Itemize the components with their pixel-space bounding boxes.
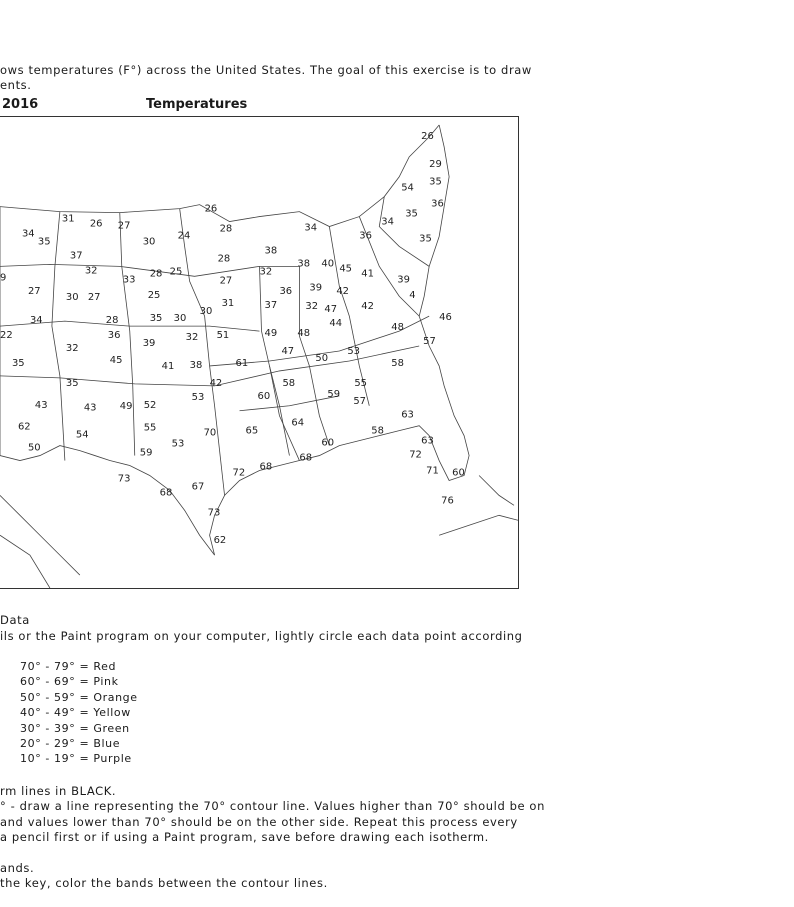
temp-value: 35 bbox=[429, 176, 442, 188]
temp-value: 38 bbox=[297, 258, 311, 270]
temp-value: 60 bbox=[321, 437, 335, 449]
temp-value: 50 bbox=[27, 442, 41, 454]
temp-value: 73 bbox=[207, 507, 221, 519]
color-key bbox=[20, 660, 138, 768]
key-row: 50° - 59° = Orange bbox=[20, 690, 138, 704]
temp-value: 71 bbox=[426, 465, 439, 477]
temp-value: 32 bbox=[185, 332, 199, 344]
temp-value: 27 bbox=[117, 220, 131, 232]
temp-value: 76 bbox=[441, 495, 454, 507]
temp-value: 47 bbox=[324, 304, 338, 316]
temp-value: 54 bbox=[75, 429, 89, 441]
temp-value: 30 bbox=[199, 306, 213, 318]
temp-value: 22 bbox=[0, 330, 13, 342]
temp-value: 35 bbox=[149, 313, 163, 325]
temp-value: 42 bbox=[361, 301, 374, 313]
temp-value: 63 bbox=[421, 435, 434, 447]
temp-value: 25 bbox=[147, 290, 161, 302]
temp-value: 48 bbox=[391, 322, 404, 334]
temp-value: 44 bbox=[329, 318, 343, 330]
temp-value: 65 bbox=[245, 425, 259, 437]
temperature-values bbox=[0, 131, 465, 546]
temp-value: 36 bbox=[107, 330, 121, 342]
section3-line-3: and values lower than 70° should be on the other side. Repeat this process every bbox=[0, 815, 518, 829]
temp-value: 45 bbox=[339, 263, 353, 275]
temp-value: 43 bbox=[83, 402, 97, 414]
temp-value: 41 bbox=[161, 360, 175, 372]
temp-value: 58 bbox=[371, 425, 384, 437]
temp-value: 28 bbox=[217, 253, 231, 265]
key-row: 40° - 49° = Yellow bbox=[20, 706, 131, 720]
temp-value: 53 bbox=[171, 438, 185, 450]
temp-value: 27 bbox=[219, 275, 233, 287]
temp-value: 33 bbox=[122, 274, 136, 286]
temp-value: 57 bbox=[353, 395, 367, 407]
temp-value: 37 bbox=[69, 250, 83, 262]
temp-value: 68 bbox=[259, 461, 273, 473]
temp-value: 63 bbox=[401, 409, 414, 421]
temp-value: 32 bbox=[65, 343, 79, 355]
temp-value: 28 bbox=[219, 223, 233, 235]
section3-line-4: a pencil first or if using a Paint program, save before drawing each isotherm. bbox=[0, 830, 489, 844]
temp-value: 29 bbox=[429, 158, 442, 170]
temp-value: 30 bbox=[65, 292, 79, 304]
temp-value: 73 bbox=[117, 473, 131, 485]
temp-value: 32 bbox=[305, 301, 319, 313]
temp-value: 24 bbox=[177, 230, 191, 242]
temp-value: 38 bbox=[264, 245, 278, 257]
temp-value: 52 bbox=[143, 399, 157, 411]
key-row: 60° - 69° = Pink bbox=[20, 675, 119, 689]
key-row: 10° - 19° = Purple bbox=[20, 752, 132, 766]
temp-value: 31 bbox=[61, 213, 75, 225]
temp-value: 42 bbox=[209, 377, 223, 389]
temp-value: 35 bbox=[65, 377, 79, 389]
temp-value: 36 bbox=[359, 230, 372, 242]
temp-value: 68 bbox=[299, 452, 313, 464]
temp-value: 34 bbox=[304, 222, 318, 234]
temp-value: 32 bbox=[84, 265, 98, 277]
temp-value: 43 bbox=[34, 399, 48, 411]
temp-value: 72 bbox=[232, 467, 246, 479]
temp-value: 38 bbox=[189, 359, 203, 371]
temp-value: 28 bbox=[105, 315, 119, 327]
temp-value: 41 bbox=[361, 268, 374, 280]
temp-value: 50 bbox=[315, 352, 329, 364]
temp-value: 32 bbox=[259, 266, 273, 278]
temp-value: 59 bbox=[139, 447, 153, 459]
temp-value: 45 bbox=[109, 354, 123, 366]
temp-value: 57 bbox=[423, 336, 436, 348]
temp-value: 9 bbox=[0, 272, 7, 284]
temp-value: 53 bbox=[191, 391, 205, 403]
map-date: 2016 bbox=[2, 97, 39, 112]
temp-value: 27 bbox=[87, 292, 101, 304]
temp-value: 72 bbox=[409, 449, 422, 461]
key-row: 70° - 79° = Red bbox=[20, 660, 117, 673]
temp-value: 39 bbox=[142, 338, 156, 350]
temp-value: 28 bbox=[149, 268, 163, 280]
temp-value: 26 bbox=[89, 218, 103, 230]
temp-value: 59 bbox=[327, 388, 341, 400]
temp-value: 42 bbox=[336, 286, 350, 298]
temp-value: 39 bbox=[397, 274, 410, 286]
temp-value: 40 bbox=[321, 258, 335, 270]
temp-value: 35 bbox=[405, 208, 418, 220]
temp-value: 47 bbox=[281, 346, 295, 357]
temp-value: 53 bbox=[347, 346, 361, 357]
temp-value: 37 bbox=[264, 300, 278, 312]
key-row: 20° - 29° = Blue bbox=[20, 736, 121, 750]
temp-value: 48 bbox=[297, 328, 311, 340]
temp-value: 54 bbox=[401, 182, 414, 194]
temp-value: 67 bbox=[191, 481, 205, 493]
section2-heading: Data bbox=[0, 613, 30, 627]
map-drawing bbox=[0, 117, 518, 588]
temp-value: 55 bbox=[354, 377, 368, 389]
temp-value: 30 bbox=[173, 313, 187, 325]
temp-value: 31 bbox=[221, 298, 235, 310]
section3-line-1: rm lines in BLACK. bbox=[0, 784, 117, 798]
temp-value: 34 bbox=[21, 228, 35, 240]
temp-value: 35 bbox=[11, 357, 25, 369]
temp-value: 64 bbox=[291, 417, 305, 429]
temp-value: 62 bbox=[17, 421, 31, 433]
intro-line-2: ents. bbox=[0, 78, 32, 92]
temp-value: 60 bbox=[257, 390, 271, 402]
temp-value: 36 bbox=[431, 198, 444, 210]
temp-value: 62 bbox=[213, 535, 227, 547]
key-row: 30° - 39° = Green bbox=[20, 721, 130, 735]
temp-value: 46 bbox=[439, 312, 452, 324]
temp-value: 58 bbox=[282, 377, 296, 389]
temp-value: 27 bbox=[27, 286, 41, 298]
section2-instruction: ils or the Paint program on your computer, lightly circle each data point according bbox=[0, 629, 523, 643]
temp-value: 35 bbox=[37, 236, 51, 248]
temp-value: 68 bbox=[159, 487, 173, 499]
temp-value: 55 bbox=[143, 422, 157, 434]
temp-value: 30 bbox=[142, 236, 156, 248]
temp-value: 26 bbox=[204, 203, 218, 215]
temp-value: 60 bbox=[452, 467, 465, 479]
temp-value: 25 bbox=[169, 266, 183, 278]
temp-value: 70 bbox=[203, 427, 217, 439]
temp-value: 61 bbox=[235, 357, 249, 369]
section4-line-2: the key, color the bands between the contour lines. bbox=[0, 876, 328, 890]
temp-value: 49 bbox=[264, 328, 278, 340]
map-title: Temperatures bbox=[146, 97, 248, 112]
temp-value: 34 bbox=[381, 216, 394, 228]
section3-line-2: ° - draw a line representing the 70° contour line. Values higher than 70° should be on bbox=[0, 799, 545, 813]
temp-value: 35 bbox=[419, 233, 432, 245]
temp-value: 39 bbox=[309, 282, 323, 294]
intro-line-1: ows temperatures (F°) across the United States. The goal of this exercise is to draw bbox=[0, 63, 532, 77]
temp-value: 4 bbox=[409, 290, 416, 302]
temp-value: 26 bbox=[421, 130, 434, 142]
temperature-map bbox=[0, 116, 519, 589]
temp-value: 36 bbox=[279, 286, 293, 298]
temp-value: 51 bbox=[216, 330, 230, 342]
temp-value: 58 bbox=[391, 357, 404, 369]
temp-value: 34 bbox=[29, 315, 43, 327]
temp-value: 49 bbox=[119, 400, 133, 412]
section4-line-1: ands. bbox=[0, 861, 35, 875]
